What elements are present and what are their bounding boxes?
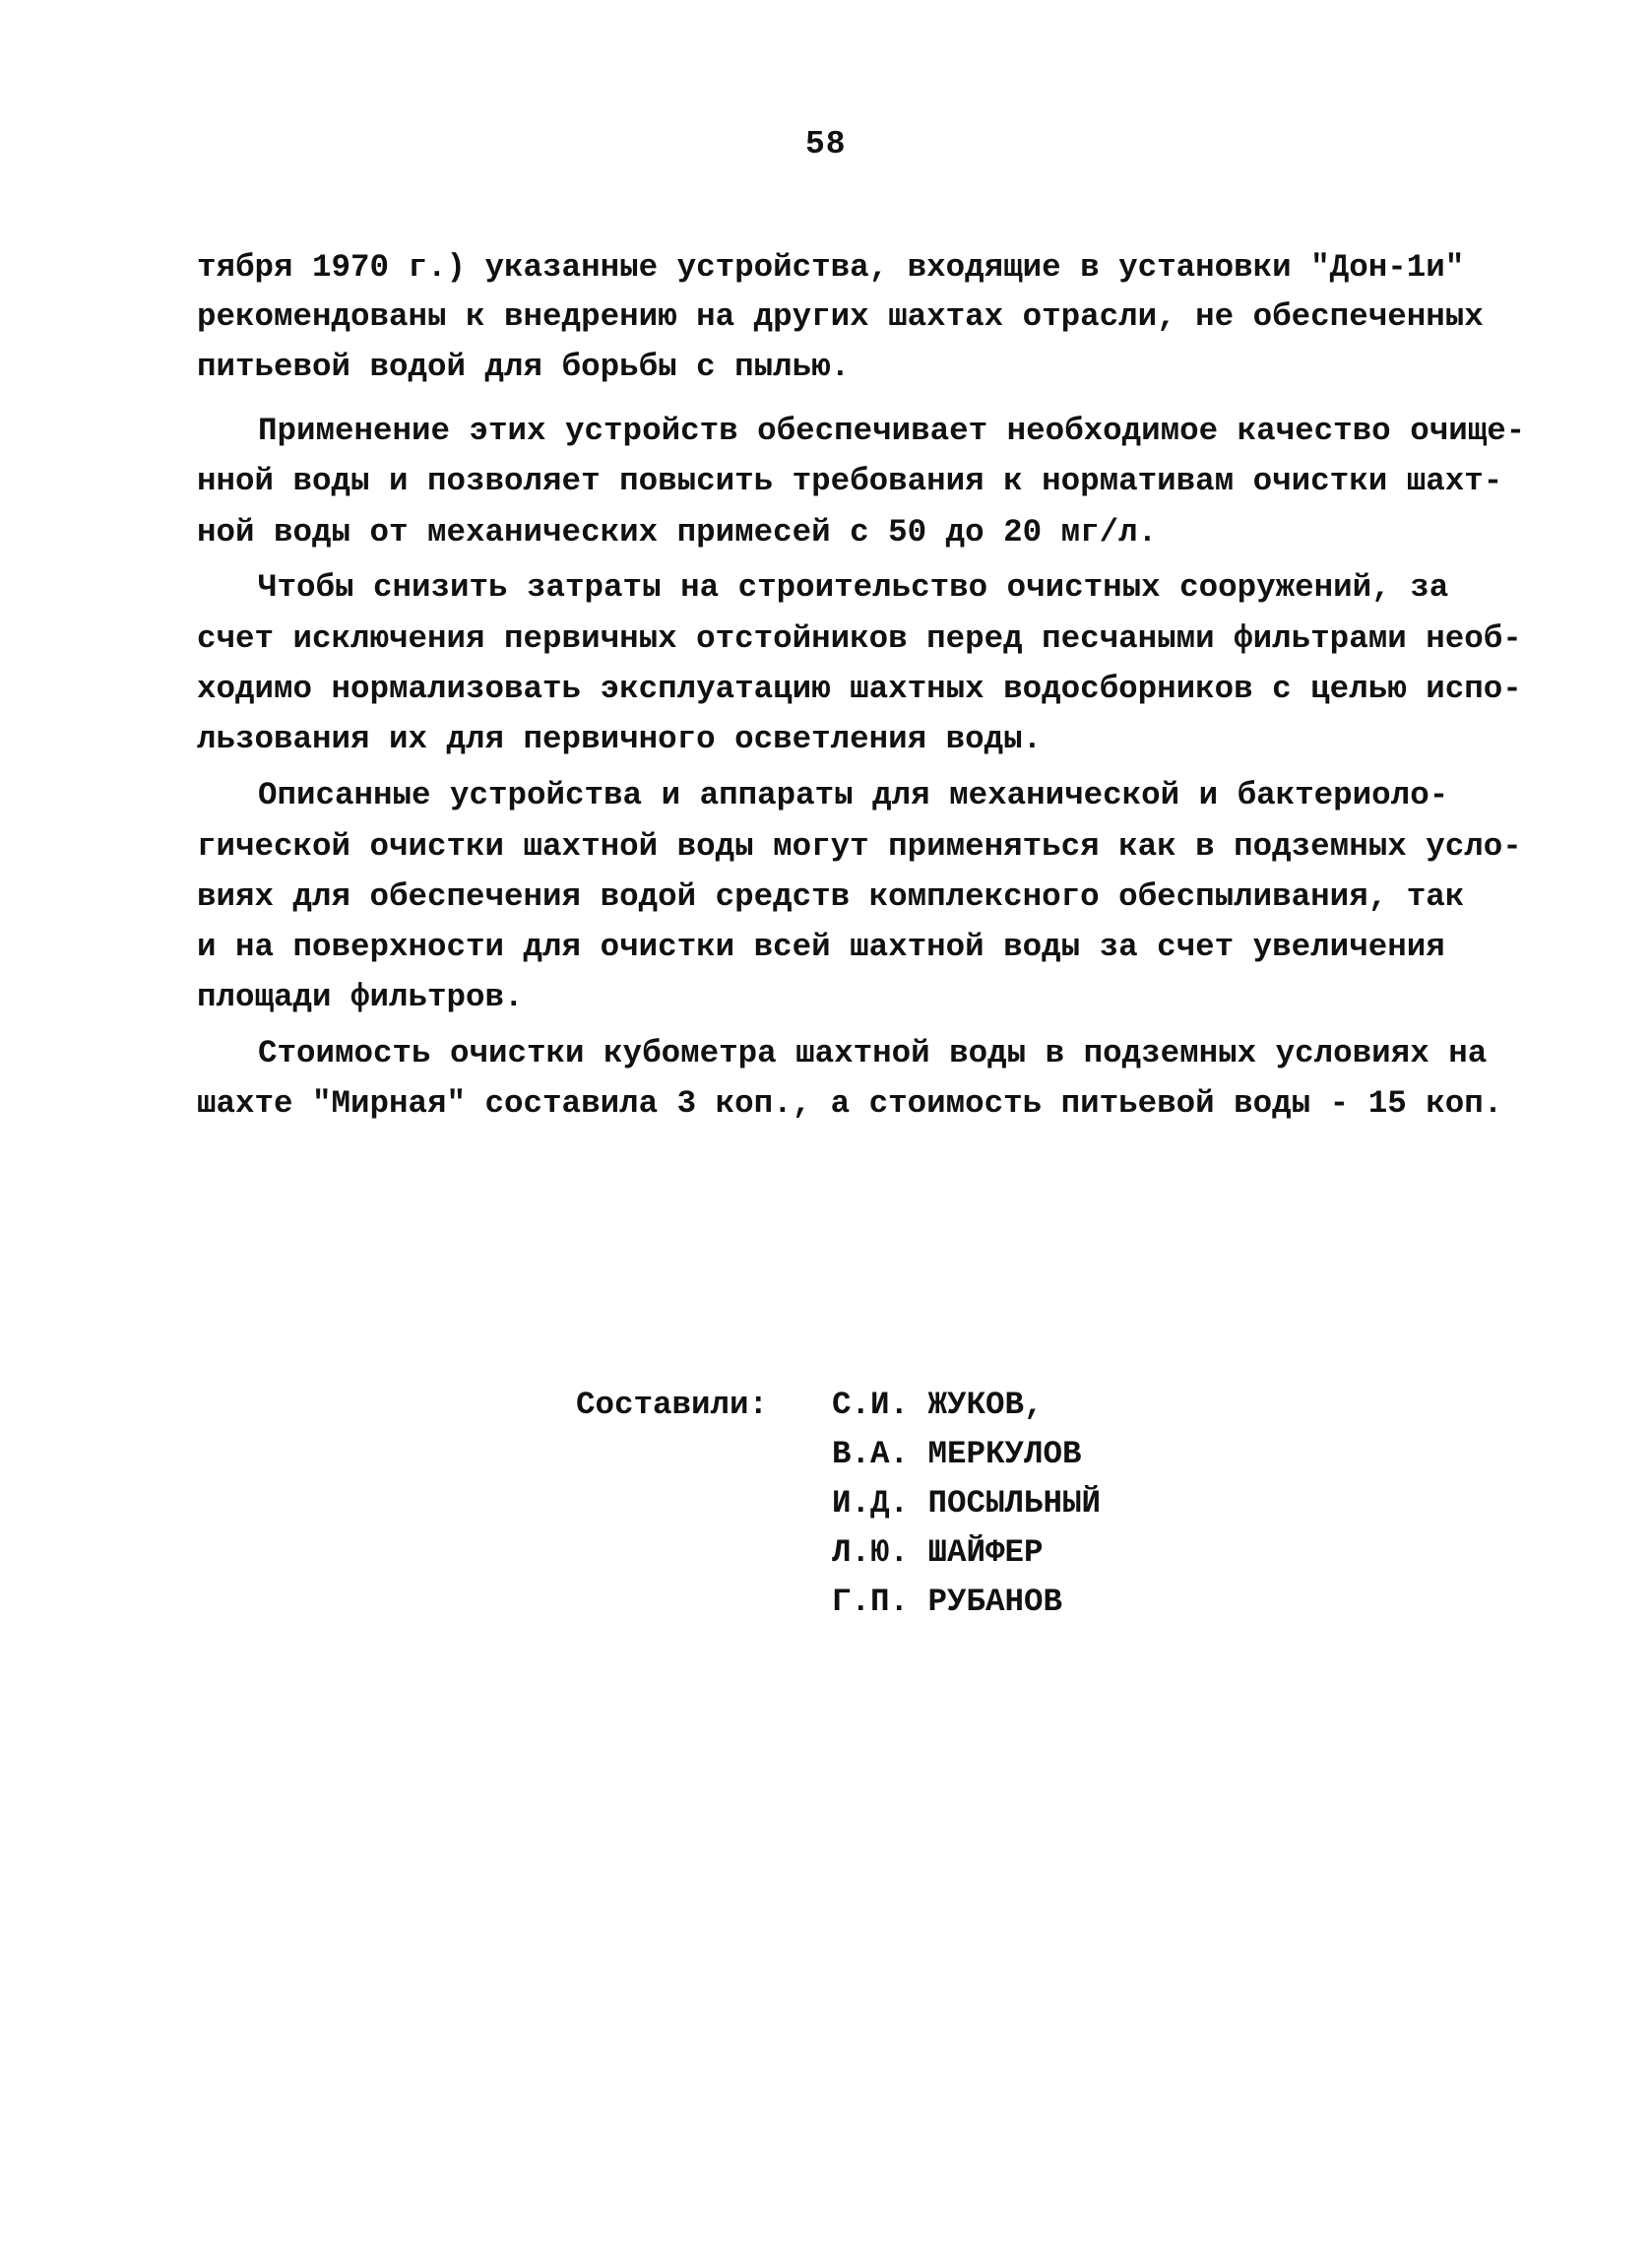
text-line: Применение этих устройств обеспечивает необходимое качество очище- <box>258 413 1526 449</box>
signatures-label: Составили: <box>576 1387 769 1423</box>
text-line: рекомендованы к внедрению на других шахтах отрасли, не обеспеченных <box>197 298 1484 335</box>
text-line: шахте "Мирная" составила 3 коп., а стоимость питьевой воды - 15 коп. <box>197 1085 1503 1122</box>
text-line: Стоимость очистки кубометра шахтной воды в подземных условиях на <box>258 1035 1488 1071</box>
text-line: Описанные устройства и аппараты для механической и бактериоло- <box>258 777 1449 813</box>
text-line: тября 1970 г.) указанные устройства, входящие в установки "Дон-1и" <box>197 249 1465 286</box>
signatory-name: С.И. ЖУКОВ, <box>832 1387 1044 1423</box>
text-line: Чтобы снизить затраты на строительство очистных сооружений, за <box>258 569 1449 606</box>
text-line: ной воды от механических примесей с 50 до 20 мг/л. <box>197 514 1158 551</box>
signatory-name: И.Д. ПОСЫЛЬНЫЙ <box>832 1485 1102 1522</box>
text-line: гической очистки шахтной воды могут применяться как в подземных усло- <box>197 828 1522 865</box>
text-line: площади фильтров. <box>197 979 524 1015</box>
text-line: ходимо нормализовать эксплуатацию шахтных водосборников с целью испо- <box>197 671 1522 707</box>
signatory-name: Л.Ю. ШАЙФЕР <box>832 1534 1044 1571</box>
signatory-name: В.А. МЕРКУЛОВ <box>832 1436 1082 1472</box>
page-number: 58 <box>805 126 847 162</box>
text-line: и на поверхности для очистки всей шахтной воды за счет увеличения <box>197 929 1445 965</box>
text-line: виях для обеспечения водой средств комплексного обеспыливания, так <box>197 878 1465 915</box>
text-line: нной воды и позволяет повысить требования к нормативам очистки шахт- <box>197 463 1503 499</box>
text-line: льзования их для первичного осветления воды. <box>197 721 1043 757</box>
signatory-name: Г.П. РУБАНОВ <box>832 1584 1063 1620</box>
text-line: питьевой водой для борьбы с пылью. <box>197 349 851 385</box>
text-line: счет исключения первичных отстойников перед песчаными фильтрами необ- <box>197 620 1522 657</box>
